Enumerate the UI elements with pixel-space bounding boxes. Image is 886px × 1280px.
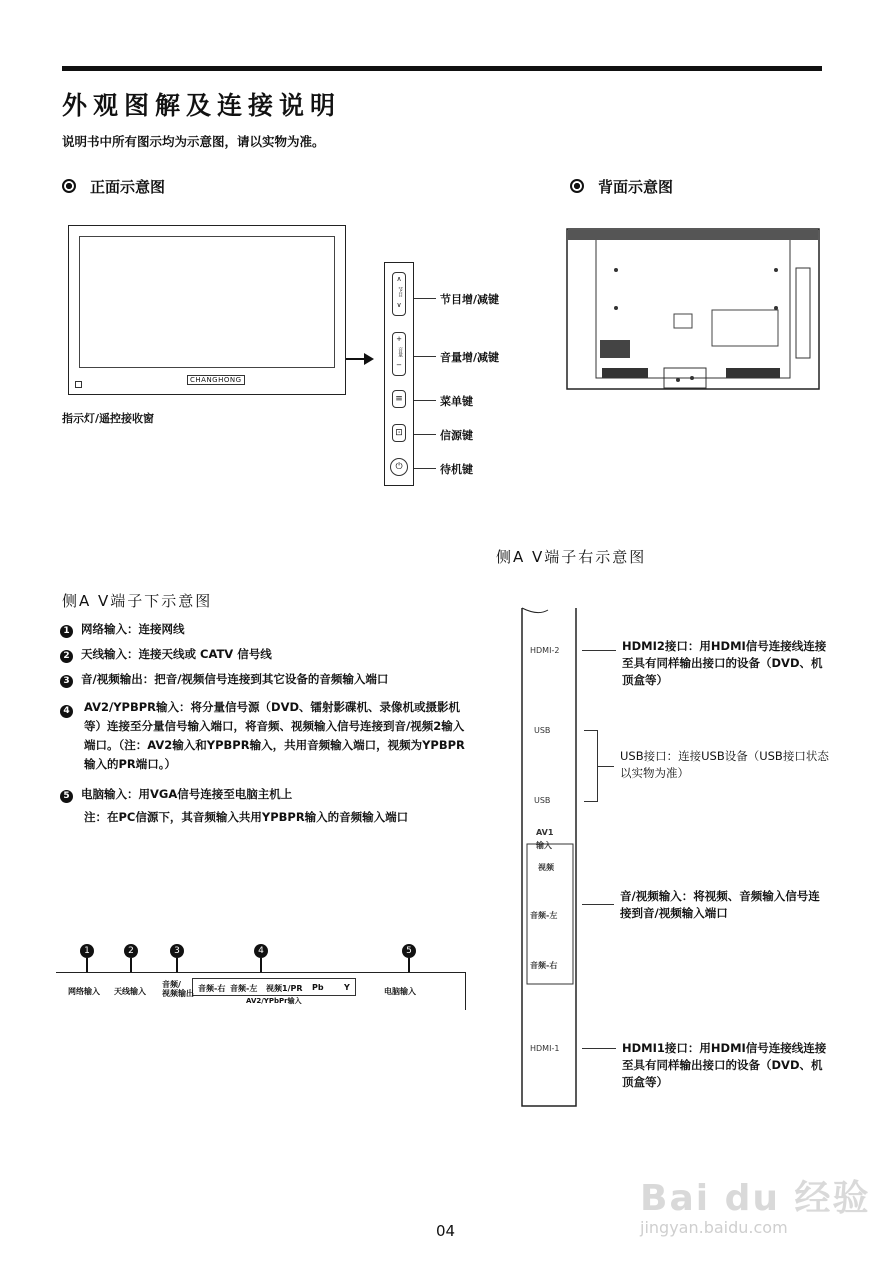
list-item: 1 网络输入：连接网线: [60, 620, 480, 639]
menu-key-label: 菜单键: [440, 395, 473, 408]
port-label: USB: [534, 726, 551, 735]
leader-line: [582, 1048, 616, 1049]
pin-line: [86, 958, 88, 972]
leader-line: [414, 356, 436, 357]
pin-badge: 1: [80, 944, 94, 958]
pin-line: [408, 958, 410, 972]
power-key[interactable]: [390, 458, 408, 476]
leader-line: [414, 400, 436, 401]
port-label: 音频-左: [530, 911, 558, 920]
menu-icon: ≡: [395, 394, 403, 404]
arrow-head-icon: [364, 353, 374, 365]
arrow-line: [346, 358, 366, 360]
av2-group-label: AV2/YPbPr输入: [246, 997, 302, 1005]
power-key-label: 待机键: [440, 463, 473, 476]
number-badge-wrap: [60, 700, 80, 719]
list-item: 5 电脑输入：用VGA信号连接至电脑主机上: [60, 785, 480, 804]
hdmi1-annotation: HDMI1接口：用HDMI信号连接线连接至具有同样输出接口的设备（DVD、机顶盒等）: [622, 1041, 827, 1089]
note-text: 注：在PC信源下，其音频输入共用YPBPR输入的音频输入端口: [84, 810, 409, 824]
bullet-icon: [62, 179, 76, 193]
port-label: 视频: [538, 863, 554, 872]
leader-line: [414, 434, 436, 435]
channel-key-mark: 节目: [397, 287, 403, 297]
port-label: Y: [344, 983, 350, 992]
port-label: 音频-左: [230, 984, 258, 993]
power-icon: ⏻: [395, 462, 403, 472]
port-label: 音频-右: [530, 961, 558, 970]
port-label: 视频1/PR: [266, 984, 303, 993]
bullet-icon: [570, 179, 584, 193]
source-icon: ⊡: [395, 428, 403, 438]
side-right-panel: [518, 604, 580, 1110]
hdmi2-annotation: HDMI2接口：用HDMI信号连接线连接至具有同样输出接口的设备（DVD、机顶盒等）: [622, 639, 827, 687]
page-subtitle: 说明书中所有图示均为示意图，请以实物为准。: [62, 134, 325, 149]
port-label: Pb: [312, 983, 324, 992]
tv-screen: [79, 236, 335, 368]
page-title: 外观图解及连接说明: [62, 91, 342, 120]
port-label: HDMI-1: [530, 1044, 560, 1053]
pin-badge: 2: [124, 944, 138, 958]
pin-badge: 5: [402, 944, 416, 958]
volume-up-icon: +: [396, 335, 402, 343]
indicator-window: [75, 381, 82, 388]
pin-badge: 4: [254, 944, 268, 958]
top-rule: [62, 66, 822, 71]
number-badge: 3: [60, 675, 73, 688]
port-label: 电脑输入: [384, 987, 416, 996]
source-key-label: 信源键: [440, 429, 473, 442]
list-item: 2 天线输入：连接天线或 CATV 信号线: [60, 645, 480, 664]
port-label: USB: [534, 796, 551, 805]
page-number: 04: [436, 1222, 456, 1240]
number-badge: 1: [60, 625, 73, 638]
channel-down-icon: ∨: [396, 301, 402, 309]
volume-key-mark: 音量: [397, 347, 403, 357]
list-item: AV2/YPBPR输入：将分量信号源（DVD、镭射影碟机、录像机或摄影机等）连接至分量信号输入端口，将音频、视频输入信号连接到音/视频2输入端口。（注：AV2输入和YPBPR输入，共用音频输入端口，视频为YPBPR输入的PR端口。）: [84, 700, 465, 771]
usb-bracket: [584, 730, 598, 802]
indicator-label: 指示灯/遥控接收窗: [62, 412, 155, 425]
number-badge: 5: [60, 790, 73, 803]
tv-front-diagram: [68, 225, 346, 395]
watermark-logo: Bai du 经验: [640, 1178, 871, 1219]
menu-key[interactable]: [392, 390, 406, 408]
port-label: HDMI-2: [530, 646, 560, 655]
av-input-annotation: 音/视频输入：将视频、音频输入信号连接到音/视频输入端口: [620, 889, 820, 920]
leader-line: [414, 298, 436, 299]
number-badge: 4: [60, 705, 73, 718]
pin-line: [176, 958, 178, 972]
side-right-heading: 侧A V端子右示意图: [496, 548, 647, 566]
channel-key-label: 节目增/减键: [440, 293, 500, 306]
pin-badge: 3: [170, 944, 184, 958]
tv-rear-diagram: [566, 228, 820, 390]
port-label: 网络输入: [68, 987, 100, 996]
volume-key-label: 音量增/减键: [440, 351, 500, 364]
source-key[interactable]: [392, 424, 406, 442]
channel-key[interactable]: [392, 272, 406, 316]
leader-line: [582, 904, 614, 905]
number-badge: 2: [60, 650, 73, 663]
volume-down-icon: −: [396, 361, 402, 369]
pin-line: [130, 958, 132, 972]
leader-line: [598, 766, 614, 767]
volume-key[interactable]: [392, 332, 406, 376]
rear-heading: 背面示意图: [570, 176, 673, 197]
channel-up-icon: ∧: [396, 275, 402, 283]
list-item: 3 音/视频输出：把音/视频信号连接到其它设备的音频输入端口: [60, 670, 480, 689]
usb-annotation: USB接口：连接USB设备（USB接口状态以实物为准）: [620, 749, 829, 780]
port-label: 音频/ 视频输出: [162, 980, 194, 998]
port-label: 天线输入: [114, 987, 146, 996]
port-label: 音频-右: [198, 984, 226, 993]
side-bottom-heading: 侧A V端子下示意图: [62, 592, 213, 610]
port-label: 输入: [536, 841, 552, 850]
pin-line: [260, 958, 262, 972]
front-heading: 正面示意图: [62, 176, 165, 197]
port-label: AV1: [536, 828, 554, 837]
leader-line: [414, 468, 436, 469]
watermark-url: jingyan.baidu.com: [640, 1218, 788, 1237]
leader-line: [582, 650, 616, 651]
tv-logo: CHANGHONG: [187, 375, 245, 385]
